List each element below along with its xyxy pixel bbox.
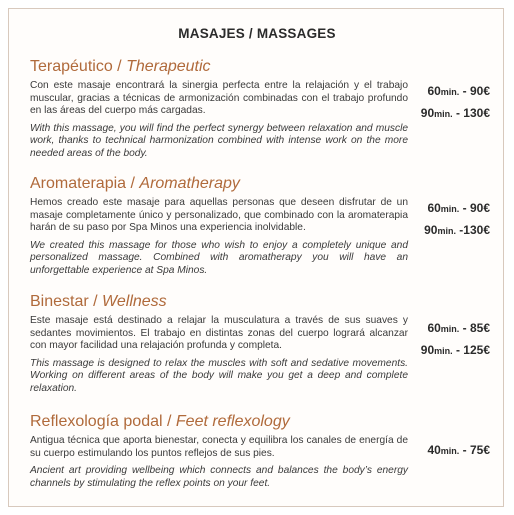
section-feet-reflexology (30, 413, 490, 490)
section-title-en: Wellness (102, 293, 167, 310)
price-item: 60min. - 90€ (427, 201, 490, 215)
section-therapeutic (30, 58, 490, 160)
section-title (30, 293, 490, 313)
section-title (30, 175, 490, 195)
section-title-es: Binestar / (30, 293, 98, 310)
description-es: Hemos creado este masaje para aquellas personas que deseen disfrutar de un masaje completamente único y personalizado, que combinado con la aromaterapia harán de su paso por Spa Minos una experiencia inolvidable. (30, 197, 408, 233)
description-es: Antigua técnica que aporta bienestar, conecta y equilibra los canales de energía de su cuerpo estimulando los puntos reflejos de sus pies. (30, 435, 408, 459)
price-item: 60min. - 85€ (427, 321, 490, 335)
price-item: 40min. - 75€ (427, 443, 490, 457)
price-item: 60min. - 90€ (427, 84, 490, 98)
section-title-en: Therapeutic (126, 58, 211, 75)
price-item: 90min. -130€ (424, 223, 490, 237)
section-title-en: Feet reflexology (175, 413, 290, 430)
section-aromatherapy (30, 175, 490, 277)
description-en: Ancient art providing wellbeing which connects and balances the body’s energy channels by stimulating the reflex points on your feet. (30, 465, 408, 489)
page-title: MASAJES / MASSAGES (178, 26, 336, 41)
price-list (412, 197, 490, 241)
price-list (412, 317, 490, 361)
price-list (412, 439, 490, 461)
section-title-en: Aromatherapy (139, 175, 240, 192)
price-item: 90min. - 125€ (420, 343, 490, 357)
description-es: Con este masaje encontrará la sinergia perfecta entre la relajación y el trabajo muscular, gracias a técnicas de armonización combinadas con el trabajo profundo en las áreas del cuerpo más cargadas. (30, 80, 408, 116)
section-title (30, 413, 490, 433)
section-title (30, 58, 490, 78)
section-wellness (30, 293, 490, 395)
section-title-es: Reflexología podal / (30, 413, 172, 430)
section-title-es: Terapéutico / (30, 58, 122, 75)
description-en: This massage is designed to relax the muscles with soft and sedative movements. Working on different areas of the body will make you get a deep and complete relaxation. (30, 357, 408, 394)
description-es: Este masaje está destinado a relajar la musculatura a través de sus suaves y sedantes movimientos. El trabajo en distintas zonas del cuerpo logrará alcanzar con mayor facilidad una relajación profunda y completa. (30, 315, 408, 351)
price-list (412, 80, 490, 124)
description-en: With this massage, you will find the perfect synergy between relaxation and muscle work, thanks to technical harmonization combined with intense work on the more needed areas of the body. (30, 122, 408, 159)
price-item: 90min. - 130€ (420, 106, 490, 120)
description-en: We created this massage for those who wish to enjoy a completely unique and personalized massage. Combined with aromatherapy you will have an unforgettable experience at Spa Minos. (30, 239, 408, 276)
section-title-es: Aromaterapia / (30, 175, 135, 192)
